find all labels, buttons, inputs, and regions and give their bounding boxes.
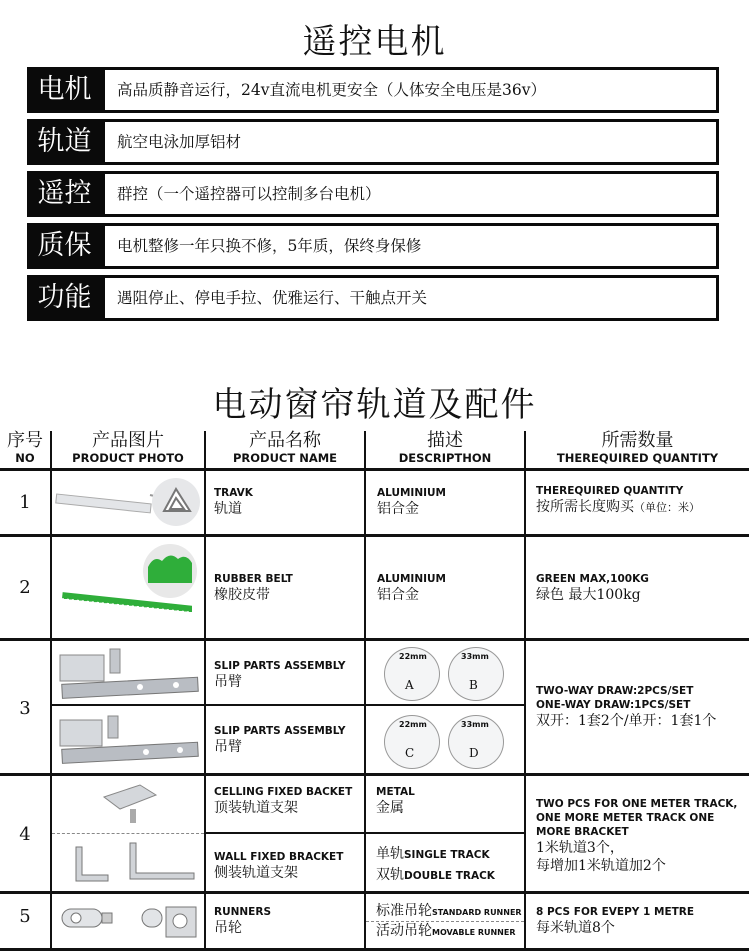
product-name: TRAVK 轨道 bbox=[214, 487, 253, 517]
header-photo: 产品图片 PRODUCT PHOTO bbox=[72, 430, 184, 465]
row-number: 3 bbox=[19, 698, 31, 719]
header-no: 序号 NO bbox=[7, 430, 43, 465]
slip-parts-photo-b bbox=[56, 712, 202, 770]
header-description: 描述 DESCRIPTHON bbox=[398, 430, 492, 465]
ceiling-bracket-photo bbox=[100, 781, 160, 829]
description: 单轨SINGLE TRACK bbox=[376, 846, 490, 862]
description: 标准吊轮STANDARD RUNNER bbox=[376, 903, 522, 919]
product-name: CELLING FIXED BACKET 顶装轨道支架 bbox=[214, 786, 353, 816]
quantity: THEREQUIRED QUANTITY 按所需长度购买（单位：米） bbox=[536, 485, 700, 515]
feature-row-track bbox=[27, 119, 719, 165]
feature-text: 电机整修一年只换不修，5年质，保终身保修 bbox=[105, 226, 716, 266]
header-name: 产品名称 PRODUCT NAME bbox=[232, 430, 338, 465]
quantity: TWO-WAY DRAW:2PCS/SET ONE-WAY DRAW:1PCS/SET 双开：1套2个/单开：1套1个 bbox=[536, 685, 717, 729]
product-name: SLIP PARTS ASSEMBLY 吊臂 bbox=[214, 725, 346, 755]
runners-photo bbox=[58, 897, 202, 945]
feature-row-motor bbox=[27, 67, 719, 113]
parts-table bbox=[0, 431, 749, 951]
feature-row-function bbox=[27, 275, 719, 321]
description: ALUMINIUM 铝合金 bbox=[377, 573, 446, 603]
feature-text: 航空电泳加厚铝材 bbox=[105, 122, 716, 162]
quantity: TWO PCS FOR ONE METER TRACK, ONE MORE METER TRACK ONE MORE BRACKET 1米轨道3个， 每增加1米轨道加2个 bbox=[536, 798, 738, 874]
feature-text: 高品质静音运行，24v直流电机更安全（人体安全电压是36v） bbox=[105, 70, 716, 110]
description: 双轨DOUBLE TRACK bbox=[376, 867, 495, 883]
feature-label: 遥控 bbox=[27, 171, 102, 217]
bracket-diagram-b: 33mm B bbox=[448, 647, 504, 701]
feature-label: 功能 bbox=[27, 275, 102, 321]
quantity: 8 PCS FOR EVEPY 1 METRE 每米轨道8个 bbox=[536, 906, 695, 936]
feature-text: 群控（一个遥控器可以控制多台电机） bbox=[105, 174, 716, 214]
quantity: GREEN MAX,100KG 绿色 最大100kg bbox=[536, 573, 649, 603]
row-number: 4 bbox=[19, 824, 31, 845]
page-title: 遥控电机 bbox=[302, 22, 447, 62]
product-name: RUBBER BELT 橡胶皮带 bbox=[214, 573, 293, 603]
row-number: 2 bbox=[19, 577, 31, 598]
feature-label: 质保 bbox=[27, 223, 102, 269]
bracket-diagram-d: 33mm D bbox=[448, 715, 504, 769]
slip-parts-photo-a bbox=[56, 645, 202, 701]
row-number: 5 bbox=[19, 906, 31, 927]
description: METAL 金属 bbox=[376, 786, 415, 816]
feature-row-warranty bbox=[27, 223, 719, 269]
feature-label: 电机 bbox=[27, 67, 102, 113]
header-quantity: 所需数量 THEREQUIRED QUANTITY bbox=[556, 430, 719, 465]
description: ALUMINIUM 铝合金 bbox=[377, 487, 446, 517]
product-name: WALL FIXED BRACKET 侧装轨道支架 bbox=[214, 851, 344, 881]
table-title: 电动窗帘轨道及配件 bbox=[212, 385, 537, 425]
track-photo bbox=[54, 471, 202, 533]
wall-bracket-photo bbox=[60, 839, 200, 889]
rubber-belt-photo bbox=[58, 543, 202, 635]
row-number: 1 bbox=[19, 492, 31, 513]
product-name: SLIP PARTS ASSEMBLY 吊臂 bbox=[214, 660, 346, 690]
product-name: RUNNERS 吊轮 bbox=[214, 906, 272, 936]
description: 活动吊轮MOVABLE RUNNER bbox=[376, 923, 516, 939]
bracket-diagram-c: 22mm C bbox=[384, 715, 440, 769]
bracket-diagram-a: 22mm A bbox=[384, 647, 440, 701]
feature-label: 轨道 bbox=[27, 119, 102, 165]
feature-text: 遇阻停止、停电手拉、优雅运行、干触点开关 bbox=[105, 278, 716, 318]
feature-row-remote bbox=[27, 171, 719, 217]
